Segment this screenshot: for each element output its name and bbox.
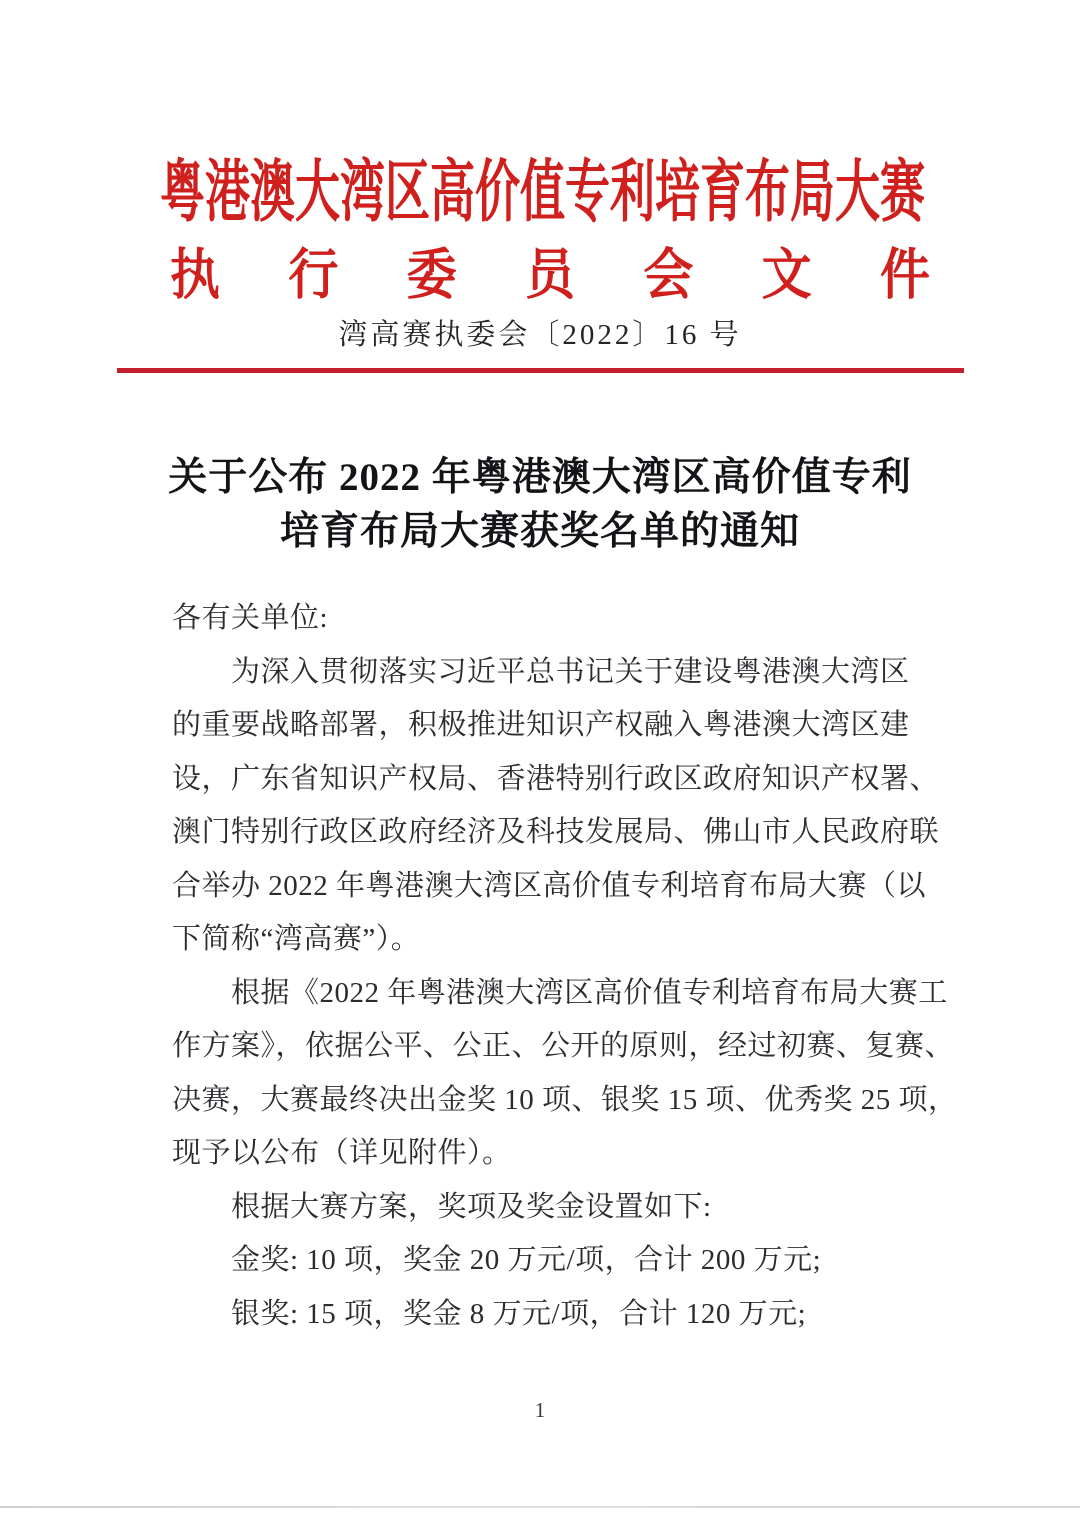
body-line: 银奖: 15 项，奖金 8 万元/项，合计 120 万元; (172, 1297, 807, 1330)
letterhead-committee-char: 执 (170, 244, 220, 306)
body-line: 的重要战略部署，积极推进知识产权融入粤港澳大湾区建 (172, 709, 910, 741)
document-number: 湾高赛执委会〔2022〕16 号 (338, 319, 742, 351)
body-line: 现予以公布（详见附件）。 (172, 1137, 512, 1169)
notice-title-line2: 培育布局大赛获奖名单的通知 (279, 510, 800, 553)
body-line: 设，广东省知识产权局、香港特别行政区政府知识产权署、 (172, 762, 940, 795)
letterhead-org-name: 粤港澳大湾区高价值专利培育布局大赛 (160, 155, 926, 230)
body-line: 金奖: 10 项，奖金 20 万元/项，合计 200 万元; (172, 1244, 822, 1276)
body-line: 作方案》，依据公平、公正、公开的原则，经过初赛、复赛、 (172, 1030, 955, 1062)
letterhead-committee-char: 件 (879, 244, 930, 306)
notice-title (0, 451, 1080, 559)
body-line: 根据《2022 年粤港澳大湾区高价值专利培育布局大赛工 (172, 976, 948, 1009)
body-line: 决赛，大赛最终决出金奖 10 项、银奖 15 项、优秀奖 25 项， (172, 1083, 958, 1116)
letterhead-committee-char: 会 (643, 244, 694, 306)
letterhead-divider-rule (117, 368, 964, 373)
document-body (172, 592, 958, 1341)
body-line: 澳门特别行政区政府经济及科技发展局、佛山市人民政府联 (172, 816, 940, 848)
body-line: 下简称“湾高赛”）。 (172, 923, 421, 955)
letterhead-committee-char: 行 (288, 244, 339, 306)
letterhead-committee-char: 委 (406, 244, 457, 306)
body-line: 合举办 2022 年粤港澳大湾区高价值专利培育布局大赛（以 (172, 869, 927, 902)
body-line: 根据大赛方案，奖项及奖金设置如下: (172, 1190, 712, 1223)
page-number: 1 (534, 1398, 546, 1422)
letterhead-committee-char: 员 (524, 244, 575, 306)
notice-title-line1: 关于公布 2022 年粤港澳大湾区高价值专利 (168, 456, 912, 499)
body-line: 为深入贯彻落实习近平总书记关于建设粤港澳大湾区 (172, 655, 910, 688)
letterhead-committee-char: 文 (761, 244, 812, 306)
letterhead-committee-line (170, 231, 930, 310)
page-bottom-edge (0, 1506, 1080, 1508)
body-line: 各有关单位: (172, 602, 329, 634)
